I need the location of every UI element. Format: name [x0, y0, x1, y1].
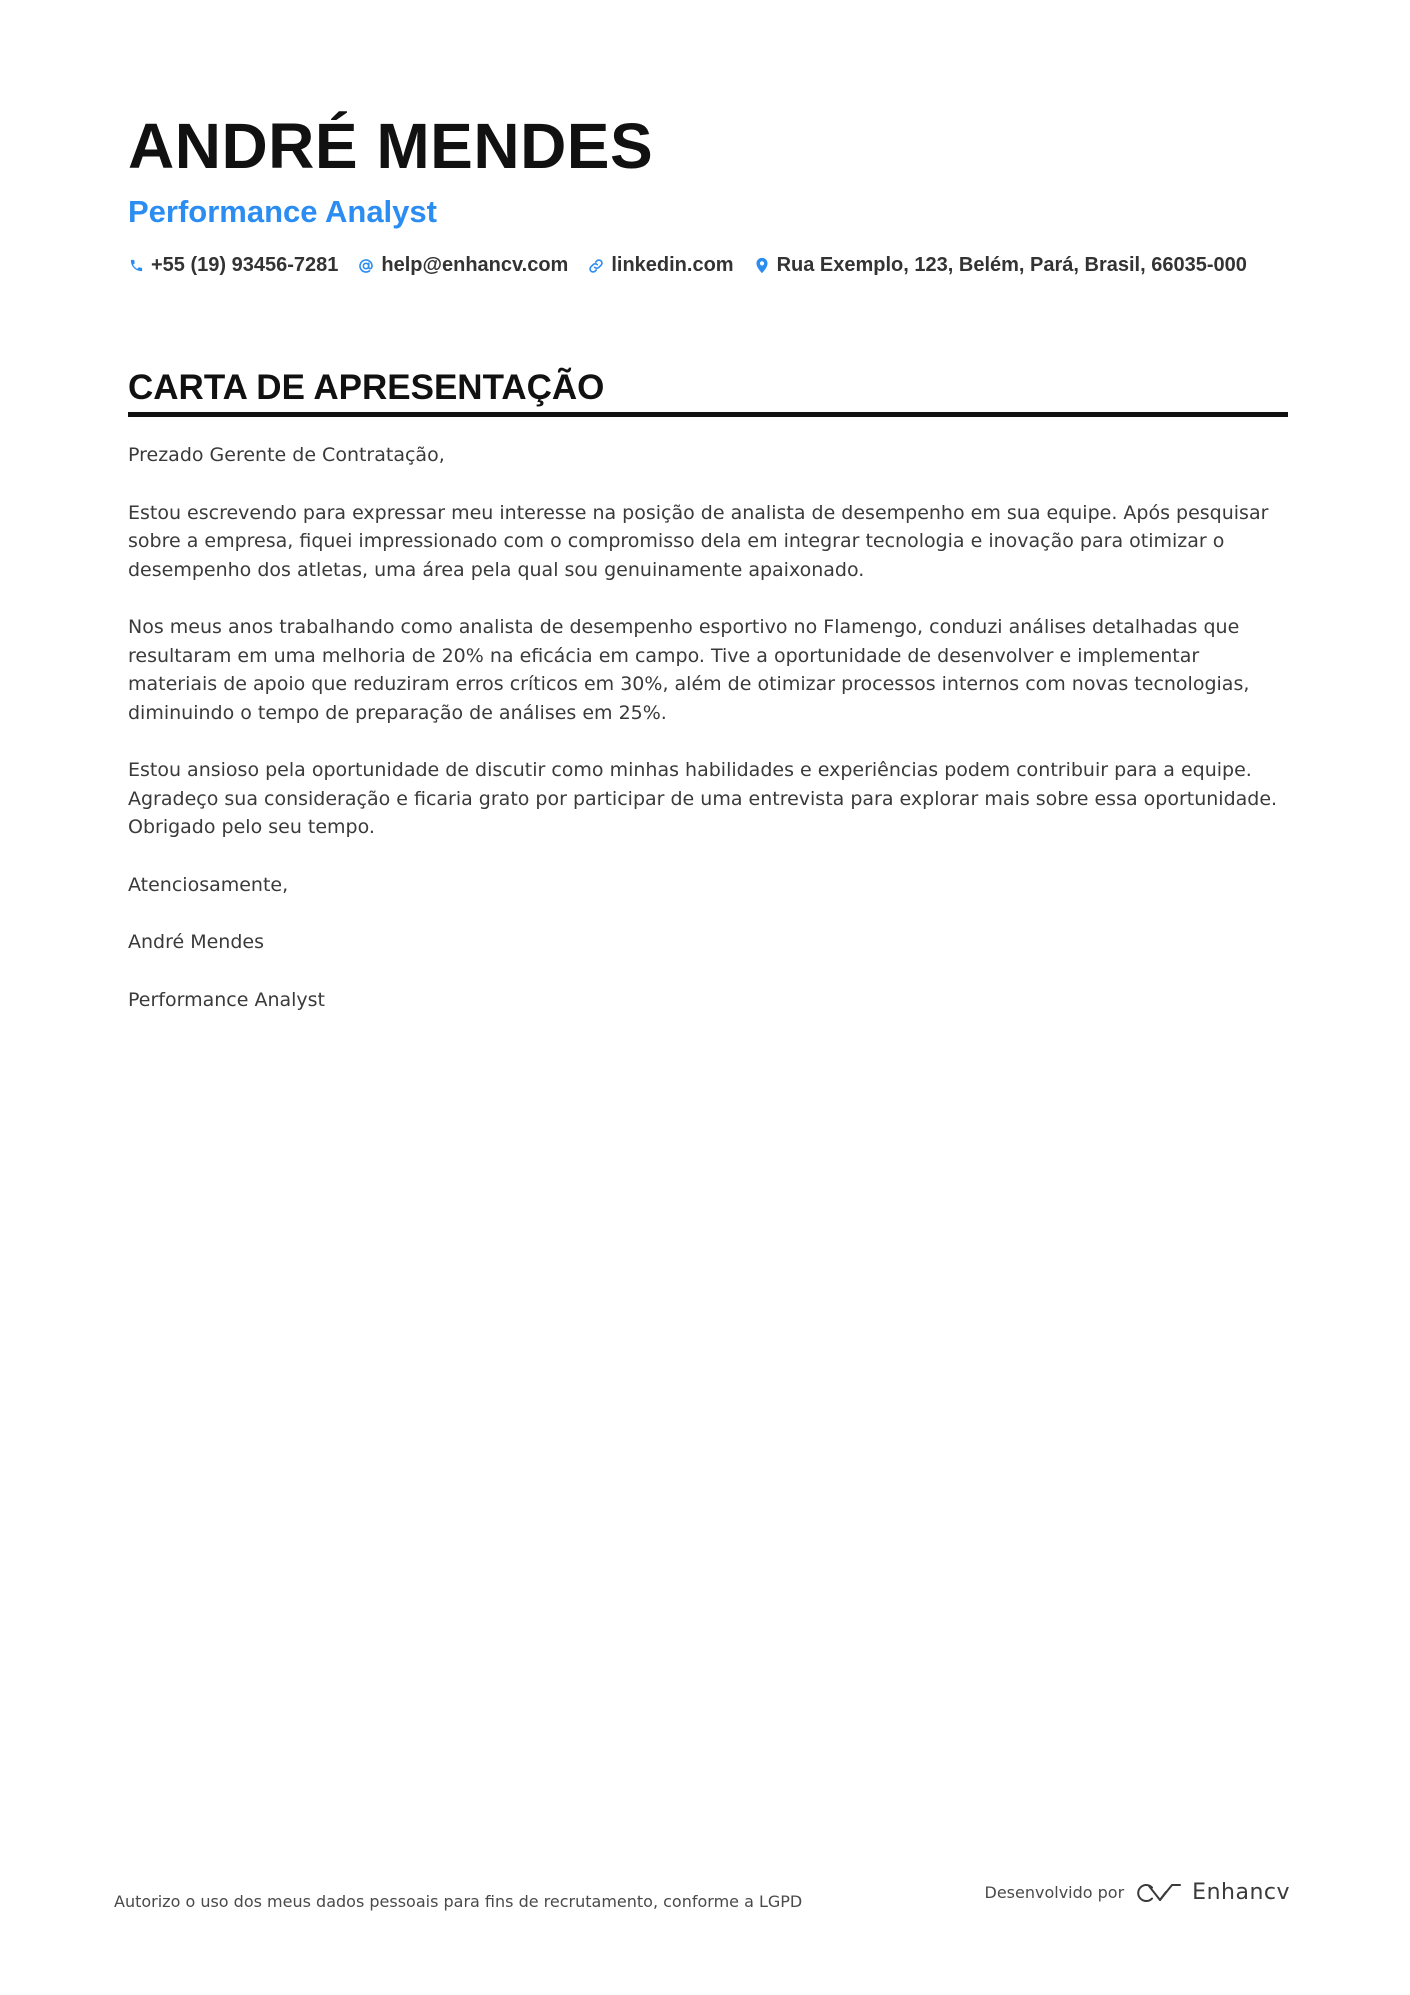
website-link[interactable]: linkedin.com: [611, 254, 734, 276]
contact-website: [588, 254, 733, 277]
signature-title: Performance Analyst: [128, 988, 325, 1011]
contact-address: [754, 254, 1247, 277]
location-pin-icon: [754, 257, 770, 275]
section-title: CARTA DE APRESENTAÇÃO: [128, 366, 1288, 417]
brand-name: Enhancv: [1192, 1880, 1290, 1905]
signature-name: André Mendes: [128, 931, 264, 953]
email-address[interactable]: help@enhancv.com: [381, 254, 569, 276]
letter-paragraph-1: Estou escrevendo para expressar meu interesse na posição de analista de desempenho em sua equipe. Após pesquisar sobre a empresa, fiquei impressionado com o compromisso dela em integrar tecnologia e inovação para otimizar o desempenho dos atletas, uma área pela qual sou genuinamente apaixonado.: [128, 501, 1269, 581]
letter-paragraph-3: Estou ansioso pela oportunidade de discutir como minhas habilidades e experiências podem contribuir para a equipe. Agradeço sua consideração e ficaria grato por participar de uma entrevista para explorar mais sobre essa oportunidade. Obrigado pelo seu tempo.: [128, 759, 1278, 838]
lgpd-consent-note: Autorizo o uso dos meus dados pessoais para fins de recrutamento, conforme a LGPD: [114, 1892, 803, 1911]
salutation: Prezado Gerente de Contratação,: [128, 444, 445, 466]
phone-number: +55 (19) 93456-7281: [151, 254, 339, 276]
resume-header: [128, 108, 1288, 277]
powered-by: [985, 1880, 1290, 1905]
address-text: Rua Exemplo, 123, Belém, Pará, Brasil, 66035-000: [776, 254, 1247, 276]
cover-letter-section: [128, 366, 1288, 1043]
candidate-job-title: Performance Analyst: [128, 194, 437, 229]
phone-icon: [128, 257, 144, 275]
enhancv-logo-icon: [1136, 1881, 1182, 1905]
powered-by-label: Desenvolvido por: [984, 1883, 1125, 1902]
candidate-name: ANDRÉ MENDES: [128, 110, 654, 182]
at-icon: [358, 257, 374, 275]
contact-email: [358, 254, 568, 277]
letter-body: [128, 441, 1288, 1014]
closing: Atenciosamente,: [128, 873, 289, 896]
link-icon: [588, 257, 604, 275]
letter-paragraph-2: Nos meus anos trabalhando como analista de desempenho esportivo no Flamengo, conduzi análises detalhadas que resultaram em uma melhoria de 20% na eficácia em campo. Tive a oportunidade de desenvolver e implementar materiais de apoio que reduziram erros críticos em 30%, além de otimizar processos internos com novas tecnologias, diminuindo o tempo de preparação de análises em 25%.: [128, 616, 1250, 724]
contact-phone: [128, 254, 338, 277]
contact-info-row: [128, 254, 1288, 277]
enhancv-logo[interactable]: [1136, 1880, 1290, 1905]
